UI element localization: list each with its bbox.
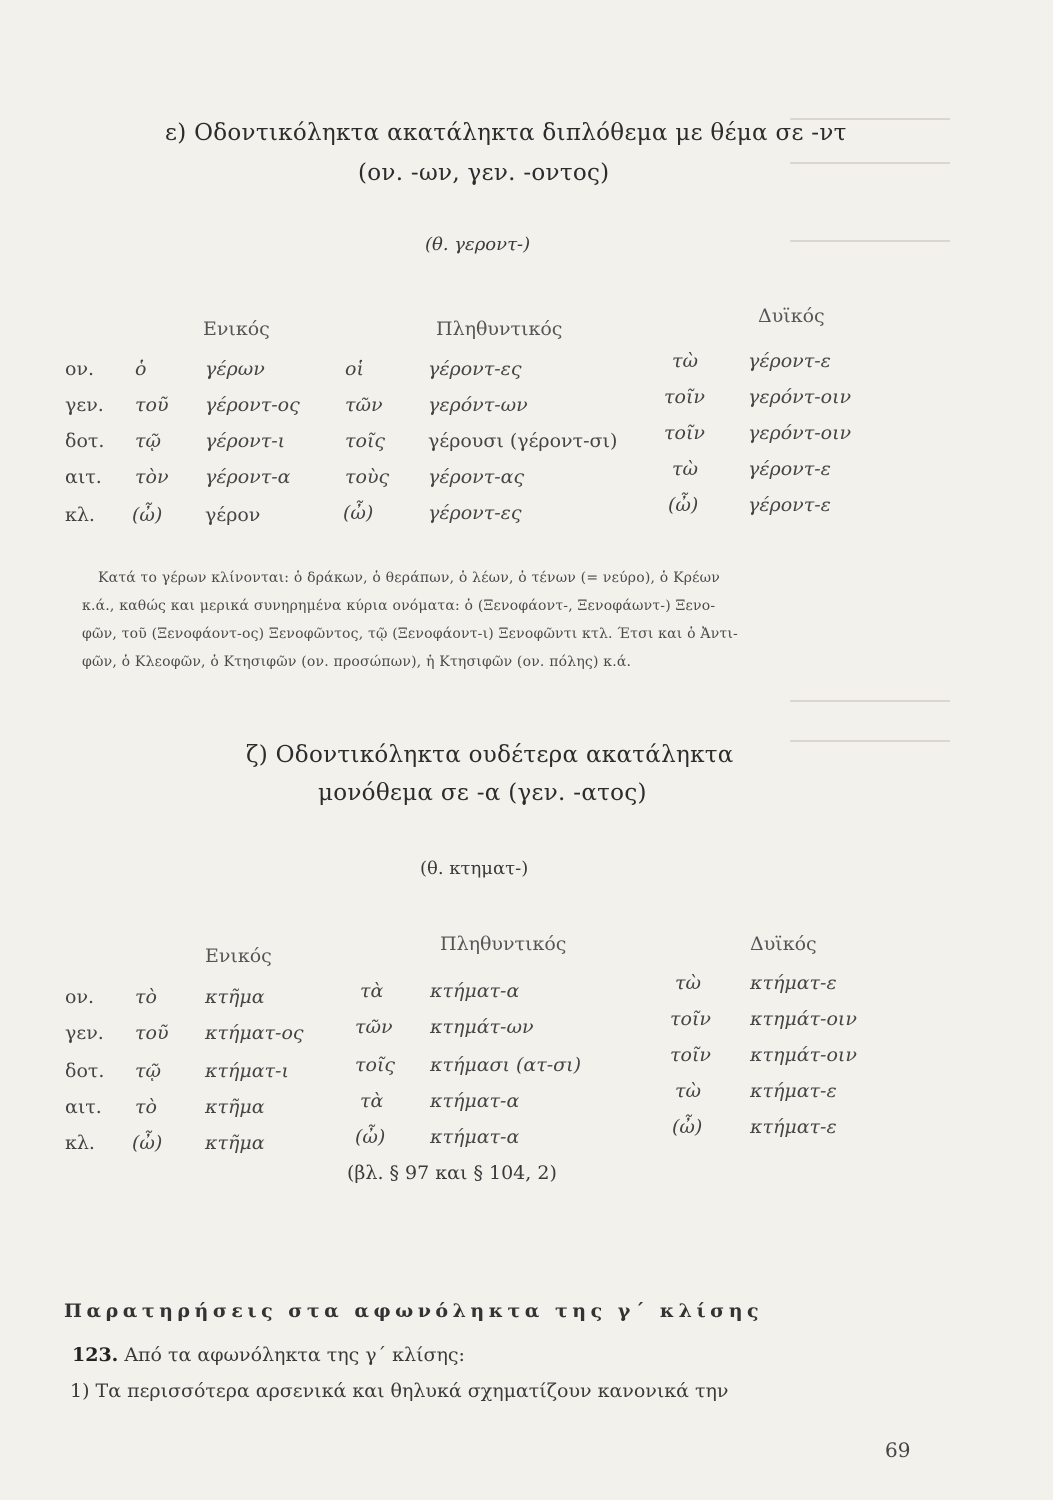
dual-form: γέροντ-ε <box>748 350 831 372</box>
case-label: αιτ. <box>65 466 102 488</box>
dual-form: κτήματ-ε <box>750 1080 837 1102</box>
dual-article: τὼ <box>672 350 699 372</box>
dual-article: τοῖν <box>664 422 705 444</box>
plural-article: τὰ <box>360 1090 384 1112</box>
singular-form: γέροντ-ι <box>205 430 286 452</box>
singular-form: κτήματ-ι <box>205 1060 289 1082</box>
dual-form: κτήματ-ε <box>750 1116 837 1138</box>
note-line: Κατά το γέρων κλίνονται: ὁ δράκων, ὁ θεράπων, ὁ λέων, ὁ τένων (= νεύρο), ὁ Κρέων <box>98 570 720 586</box>
note-line: φῶν, τοῦ (Ξενοφάοντ-ος) Ξενοφῶντος, τῷ (Ξενοφάοντ-ι) Ξενοφῶντι κτλ. Έτσι και ὁ Ἀντι- <box>82 626 738 642</box>
dual-form: γερόντ-οιν <box>748 422 852 444</box>
dual-article: τοῖν <box>670 1008 711 1030</box>
section-z-title: ζ) Οδοντικόληκτα ουδέτερα ακατάληκτα <box>246 742 734 768</box>
case-label: ον. <box>65 986 95 1008</box>
bleed-through-mark <box>790 740 950 742</box>
bleed-through-mark <box>790 162 950 164</box>
section-e-header-dual: Δυϊκός <box>758 305 825 327</box>
dual-article: τὼ <box>672 458 699 480</box>
paragraph-number: 123. <box>72 1344 119 1366</box>
singular-article: τοῦ <box>135 1022 169 1044</box>
dual-form: γέροντ-ε <box>748 494 831 516</box>
section-z-subtitle: μονόθεμα σε -α (γεν. -ατος) <box>318 780 647 806</box>
singular-article: (ὦ) <box>132 504 163 526</box>
singular-article: (ὦ) <box>132 1132 163 1154</box>
dual-article: τὼ <box>675 972 702 994</box>
singular-form: γέρων <box>205 358 265 380</box>
singular-form: γέροντ-ος <box>205 394 300 416</box>
section-z-header-plural: Πληθυντικός <box>440 933 567 955</box>
dual-article: τοῖν <box>664 386 705 408</box>
section-e-title: ε) Οδοντικόληκτα ακατάληκτα διπλόθεμα με θέμα σε -ντ <box>165 120 847 146</box>
dual-form: γέροντ-ε <box>748 458 831 480</box>
dual-form: κτημάτ-οιν <box>750 1044 857 1066</box>
plural-form: κτημάτ-ων <box>430 1016 534 1038</box>
plural-article: τῶν <box>355 1016 393 1038</box>
section-e-subtitle: (ον. -ων, γεν. -οντος) <box>358 160 610 186</box>
case-label: δοτ. <box>65 1060 105 1082</box>
dual-article: τοῖν <box>670 1044 711 1066</box>
singular-article: τὸ <box>135 1096 157 1118</box>
case-label: γεν. <box>65 394 104 416</box>
plural-form: γερόντ-ων <box>428 394 528 416</box>
plural-article: τοῖς <box>355 1054 396 1076</box>
plural-article: τῶν <box>345 394 383 416</box>
note-line: φῶν, ὁ Κλεοφῶν, ὁ Κτησιφῶν (ον. προσώπων), ἡ Κτησιφῶν (ον. πόλης) κ.ά. <box>82 654 632 670</box>
observations-line-1: 1) Τα περισσότερα αρσενικά και θηλυκά σχηματίζουν κανονικά την <box>70 1380 729 1402</box>
singular-form: κτῆμα <box>205 1132 265 1154</box>
plural-article: (ὦ) <box>343 502 374 524</box>
plural-article: οἱ <box>345 358 364 380</box>
singular-article: τὸν <box>135 466 169 488</box>
dual-article: τὼ <box>675 1080 702 1102</box>
plural-article: τοὺς <box>345 466 390 488</box>
bleed-through-mark <box>790 700 950 702</box>
note-line: κ.ά., καθώς και μερικά συνηρημένα κύρια ονόματα: ὁ (Ξενοφάοντ-, Ξενοφάωντ-) Ξενο- <box>82 598 716 614</box>
section-e-header-singular: Ενικός <box>203 318 270 340</box>
plural-form: κτήματ-α <box>430 1090 520 1112</box>
case-label: αιτ. <box>65 1096 102 1118</box>
plural-form: γέροντ-ας <box>428 466 525 488</box>
paragraph-text: Από τα αφωνόληκτα της γ΄ κλίσης: <box>124 1344 465 1366</box>
bleed-through-mark <box>790 240 950 242</box>
page-number: 69 <box>885 1438 911 1462</box>
case-label: κλ. <box>65 1132 95 1154</box>
plural-form: γέροντ-ες <box>428 502 522 524</box>
section-e-header-plural: Πληθυντικός <box>436 318 563 340</box>
singular-form: κτήματ-ος <box>205 1022 304 1044</box>
plural-form: γέρουσι (γέροντ-σι) <box>428 430 618 452</box>
plural-form: γέροντ-ες <box>428 358 522 380</box>
singular-article: τῷ <box>135 1060 162 1082</box>
singular-form: κτῆμα <box>205 986 265 1008</box>
singular-article: ὁ <box>135 358 147 380</box>
singular-article: τοῦ <box>135 394 169 416</box>
section-z-theme: (θ. κτηματ-) <box>420 858 529 879</box>
section-z-header-dual: Δυϊκός <box>750 933 817 955</box>
plural-article: τὰ <box>360 980 384 1002</box>
singular-form: γέροντ-α <box>205 466 291 488</box>
dual-article: (ὦ) <box>672 1116 703 1138</box>
observations-heading: Παρατηρήσεις στα αφωνόληκτα της γ΄ κλίσης <box>64 1300 764 1322</box>
singular-form: κτῆμα <box>205 1096 265 1118</box>
section-z-reference: (βλ. § 97 και § 104, 2) <box>347 1162 557 1184</box>
dual-form: κτημάτ-οιν <box>750 1008 857 1030</box>
dual-form: γερόντ-οιν <box>748 386 852 408</box>
plural-form: κτήματ-α <box>430 1126 520 1148</box>
section-z-header-singular: Ενικός <box>205 945 272 967</box>
plural-form: κτήματ-α <box>430 980 520 1002</box>
case-label: δοτ. <box>65 430 105 452</box>
dual-article: (ὦ) <box>668 494 699 516</box>
plural-form: κτήμασι (ατ-σι) <box>430 1054 581 1076</box>
singular-article: τῷ <box>135 430 162 452</box>
case-label: γεν. <box>65 1022 104 1044</box>
plural-article: τοῖς <box>345 430 386 452</box>
dual-form: κτήματ-ε <box>750 972 837 994</box>
singular-article: τὸ <box>135 986 157 1008</box>
observations-paragraph-number <box>72 1344 465 1366</box>
case-label: ον. <box>65 358 95 380</box>
singular-form: γέρον <box>205 504 261 526</box>
section-e-theme: (θ. γεροντ-) <box>425 234 531 255</box>
case-label: κλ. <box>65 504 95 526</box>
plural-article: (ὦ) <box>355 1126 386 1148</box>
